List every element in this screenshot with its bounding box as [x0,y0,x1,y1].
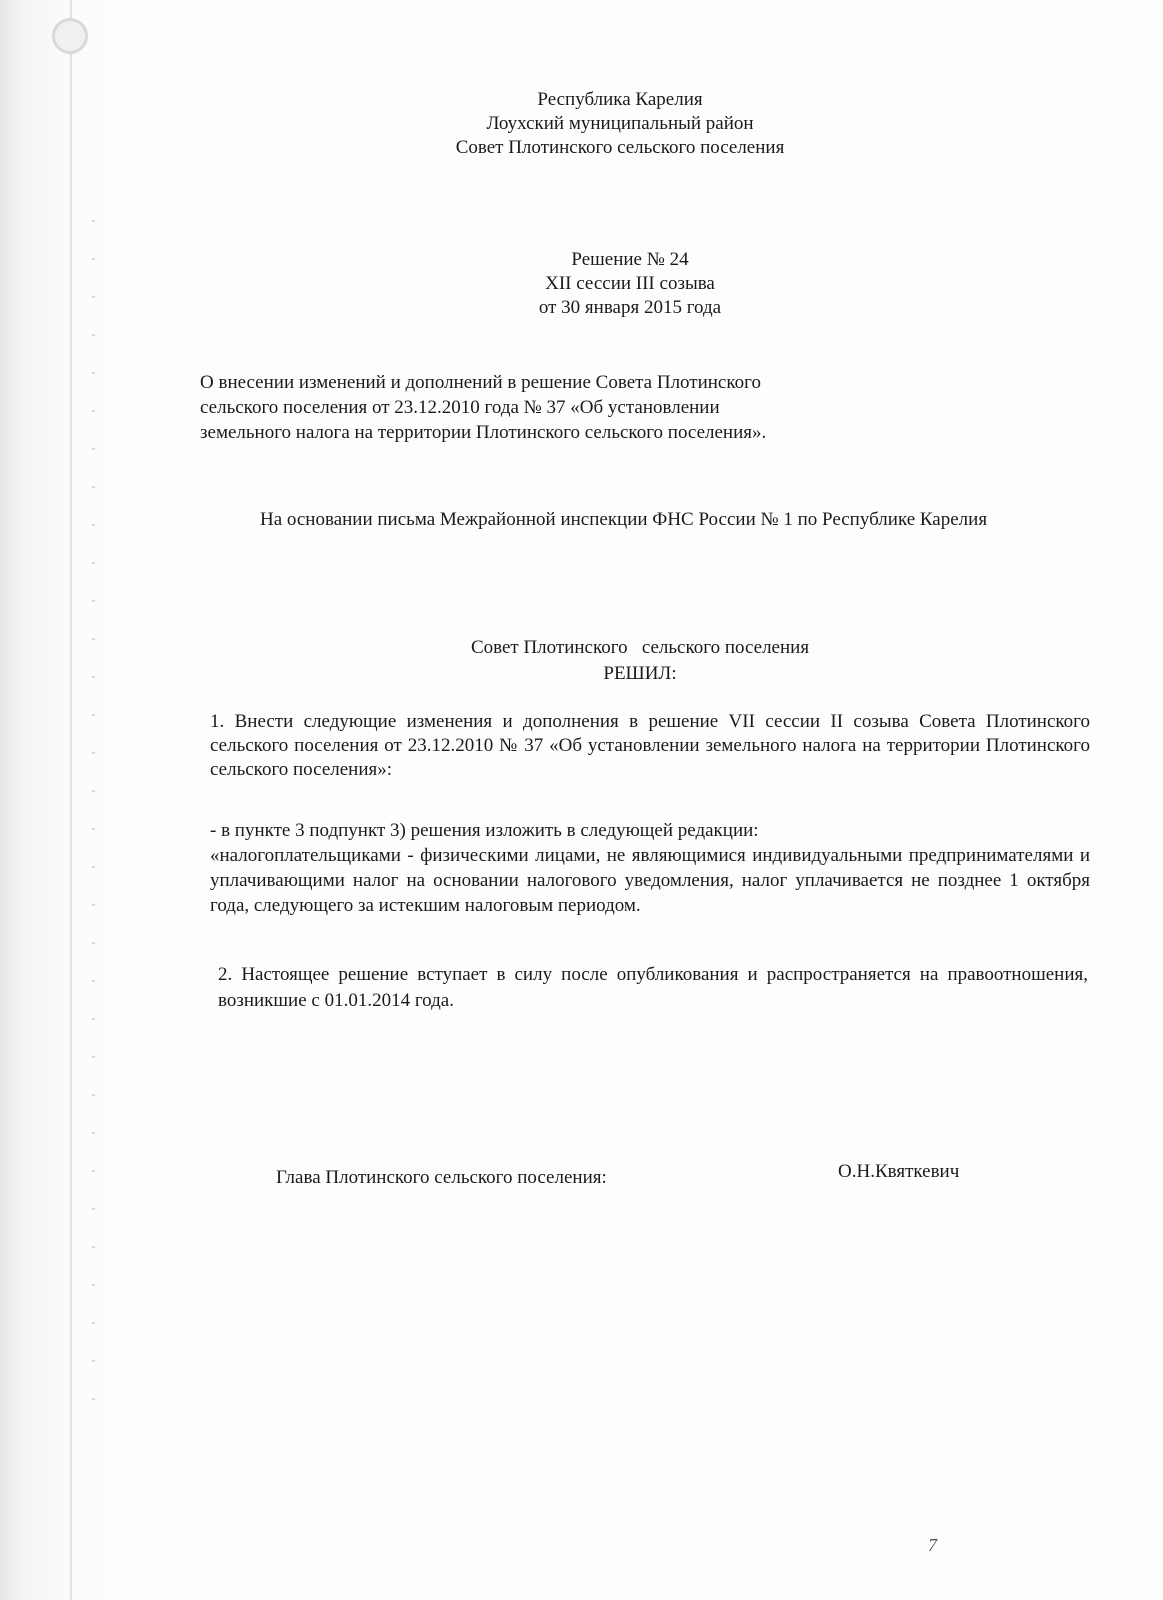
header-district: Лоухский муниципальный район [486,113,754,134]
signature-name: О.Н.Квяткевич [838,1161,960,1182]
header-council: Совет Плотинского сельского поселения [455,137,785,158]
basis-text: На основании письма Межрайонной инспекции ФНС России № 1 по Республике Карелия [260,509,988,530]
subject-line: земельного налога на территории Плотинского сельского поселения». [200,422,767,443]
signature-position: Глава Плотинского сельского поселения: [276,1167,607,1188]
header-republic: Республика Карелия [537,89,703,110]
binder-hole-icon [52,18,88,54]
item-1 [210,710,1090,782]
decision-subject [200,370,870,445]
scan-artifacts [92,220,95,1420]
resolved-label: РЕШИЛ: [603,663,677,684]
decision-number: Решение № 24 [571,249,689,270]
decision-heading [380,248,880,320]
amendment-intro: - в пункте 3 подпункт 3) решения изложить в следующей редакции: [210,820,759,841]
amendment-text: «налогоплательщиками - физическими лицами, не являющимися индивидуальными предпринимателями и уплачивающими налог на основании налогового уведомления, налог уплачивается не позднее 1 октября года, следующего за истекшим налоговым периодом. [210,845,1090,916]
decision-basis [204,505,1044,535]
item-2-text: 2. Настоящее решение вступает в силу после опубликования и распространяется на правоотношения, возникшие с 01.01.2014 года. [218,964,1088,1011]
item-2 [218,962,1088,1014]
document-header [330,88,910,160]
decision-session: XII сессии III созыва [545,273,715,294]
item-1-amendment [210,818,1090,918]
item-1-text: 1. Внести следующие изменения и дополнения в решение VII сессии II созыва Совета Плотинского сельского поселения от 23.12.2010 № 37 «Об установлении земельного налога на территории Плотинского сельского поселения»: [210,711,1090,780]
decision-date: от 30 января 2015 года [538,297,722,318]
scan-fold-line [70,0,72,1600]
page-number: 7 [928,1535,937,1555]
subject-line: О внесении изменений и дополнений в решение Совета Плотинского [200,372,761,393]
council-resolution [390,635,890,687]
subject-line: сельского поселения от 23.12.2010 года № 37 «Об установлении [200,397,720,418]
council-name: Совет Плотинского сельского поселения [470,637,810,658]
